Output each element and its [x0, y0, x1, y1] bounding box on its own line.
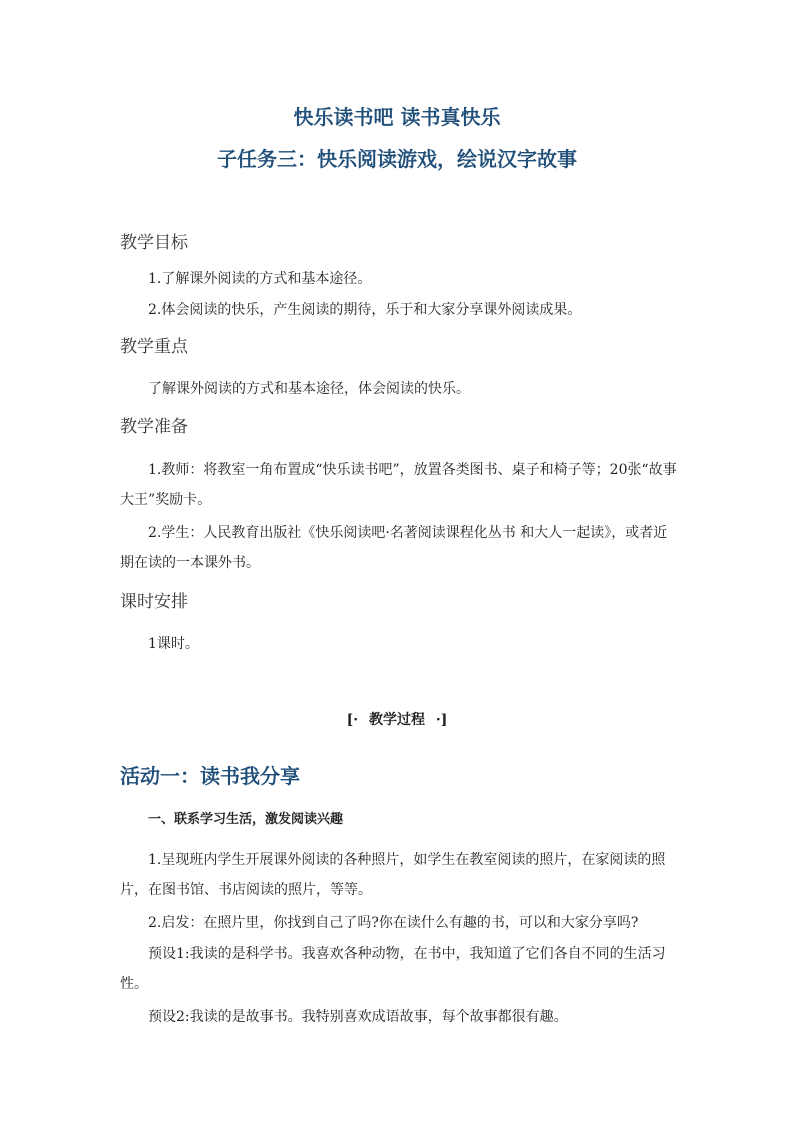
- document-title: 快乐读书吧 读书真快乐: [293, 105, 501, 129]
- process-marker: [· 教学过程 ·]: [346, 712, 448, 728]
- activity-1-para-4: 预设2:我读的是故事书。我特别喜欢成语故事，每个故事都很有趣。: [148, 1009, 568, 1025]
- activity-1-subheading: 一、联系学习生活，激发阅读兴趣: [148, 812, 344, 827]
- heading-schedule: 课时安排: [120, 592, 188, 612]
- activity-1-para-1: 1.呈现班内学生开展课外阅读的各种照片，如学生在教室阅读的照片，在家阅读的照片，在图书馆、书店阅读的照片，等等。: [120, 852, 666, 898]
- goals-item-1: 1.了解课外阅读的方式和基本途径。: [148, 271, 372, 287]
- focus-text: 了解课外阅读的方式和基本途径，体会阅读的快乐。: [148, 381, 470, 397]
- activity-1-para-3: 预设1:我读的是科学书。我喜欢各种动物，在书中，我知道了它们各自不同的生活习性。: [120, 946, 666, 992]
- activity-1-title: 活动一：读书我分享: [120, 764, 300, 788]
- heading-teaching-focus: 教学重点: [120, 337, 188, 357]
- document-subtitle: 子任务三：快乐阅读游戏，绘说汉字故事: [217, 147, 577, 171]
- schedule-text: 1课时。: [148, 636, 199, 652]
- prep-item-2: 2.学生：人民教育出版社《快乐阅读吧·名著阅读课程化丛书 和大人一起读》，或者近期在读的一本课外书。: [120, 525, 668, 571]
- goals-item-2: 2.体会阅读的快乐，产生阅读的期待，乐于和大家分享课外阅读成果。: [148, 302, 582, 318]
- heading-teaching-goals: 教学目标: [120, 233, 188, 253]
- prep-item-1: 1.教师：将教室一角布置成“快乐读书吧”，放置各类图书、桌子和椅子等；20张“故事大王”奖励卡。: [120, 462, 677, 508]
- activity-1-para-2: 2.启发：在照片里，你找到自己了吗?你在读什么有趣的书，可以和大家分享吗?: [148, 915, 639, 931]
- heading-teaching-prep: 教学准备: [120, 417, 188, 437]
